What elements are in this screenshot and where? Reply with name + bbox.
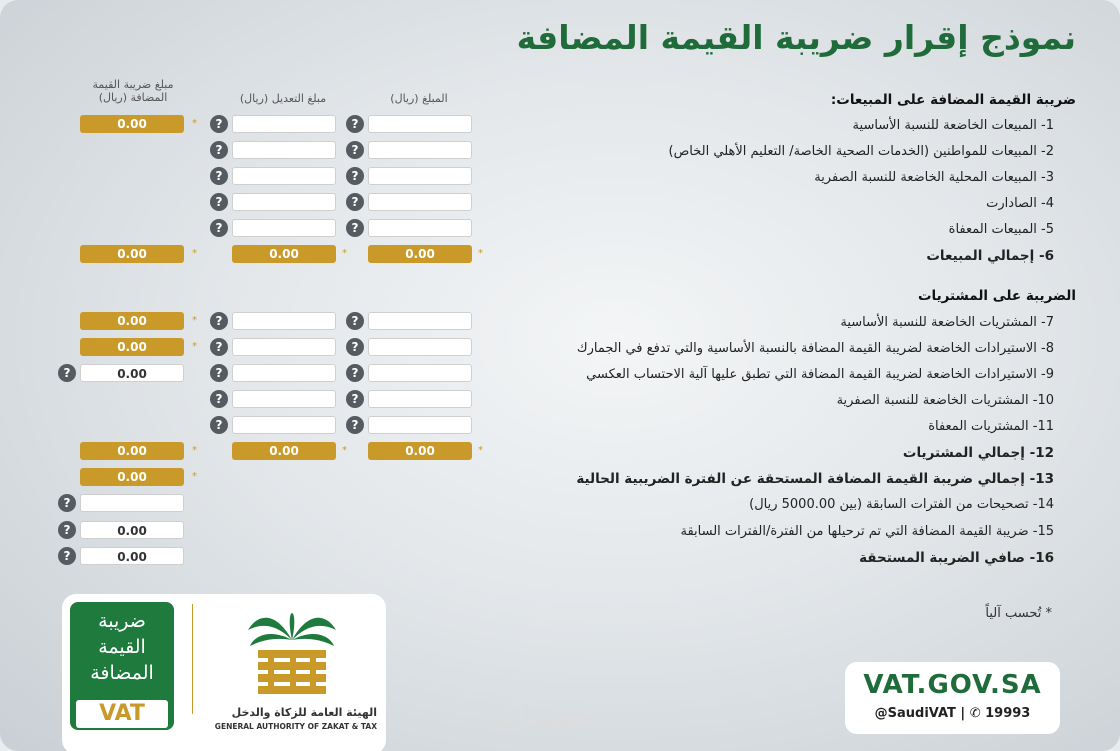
row-2-adjustment-input[interactable] xyxy=(232,141,336,159)
auto-calc-star: * xyxy=(192,445,197,456)
row-11-label: 11- المشتريات المعفاة xyxy=(928,419,1054,434)
logo-card xyxy=(62,594,386,751)
column-header-amount: المبلغ (ريال) xyxy=(390,92,448,105)
row-3-adjustment-input[interactable] xyxy=(232,167,336,185)
column-header-adjustment: مبلغ التعديل (ريال) xyxy=(239,92,327,105)
row-1-label: 1- المبيعات الخاضعة للنسبة الأساسية xyxy=(852,118,1054,133)
row-5-adjustment-input[interactable] xyxy=(232,219,336,237)
row-3-label: 3- المبيعات المحلية الخاضعة للنسبة الصفرية xyxy=(814,170,1054,185)
row-13-vat-total: 0.00 xyxy=(80,468,184,486)
help-icon[interactable]: ? xyxy=(210,390,228,408)
watermark: خمسات xyxy=(494,700,595,735)
help-icon[interactable]: ? xyxy=(210,219,228,237)
help-icon[interactable]: ? xyxy=(210,364,228,382)
row-9-label: 9- الاستيرادات الخاضعة لضريبة القيمة المضافة التي تطبق عليها آلية الاحتساب العكسي xyxy=(586,367,1054,382)
row-12-label: 12- إجمالي المشتريات xyxy=(902,445,1054,461)
help-icon[interactable]: ? xyxy=(346,416,364,434)
row-7-adjustment-input[interactable] xyxy=(232,312,336,330)
help-icon[interactable]: ? xyxy=(346,364,364,382)
contact-info: @SaudiVAT | ✆ 19993 xyxy=(874,706,1031,721)
row-1-vat-value: 0.00 xyxy=(80,115,184,133)
vat-logo-line3: المضافة xyxy=(90,662,154,684)
auto-calc-star: * xyxy=(192,118,197,129)
row-9-vat-input[interactable]: 0.00 xyxy=(80,364,184,382)
help-icon[interactable]: ? xyxy=(210,141,228,159)
row-12-amount-total: 0.00 xyxy=(368,442,472,460)
footnote: * تُحسب آلياً xyxy=(985,606,1052,621)
row-14-label: 14- تصحيحات من الفترات السابقة (بين 5000.00 ريال) xyxy=(749,497,1054,512)
row-6-adjustment-total: 0.00 xyxy=(232,245,336,263)
help-icon[interactable]: ? xyxy=(210,312,228,330)
row-12-vat-total: 0.00 xyxy=(80,442,184,460)
logo-divider xyxy=(192,604,193,714)
row-1-adjustment-input[interactable] xyxy=(232,115,336,133)
help-icon[interactable]: ? xyxy=(58,521,76,539)
auto-calc-star: * xyxy=(192,315,197,326)
help-icon[interactable]: ? xyxy=(58,547,76,565)
auto-calc-star: * xyxy=(342,445,347,456)
auto-calc-star: * xyxy=(342,248,347,259)
vat-logo-line2: القيمة xyxy=(98,636,146,658)
website-link[interactable]: VAT.GOV.SA xyxy=(863,670,1042,700)
auto-calc-star: * xyxy=(478,445,483,456)
help-icon[interactable]: ? xyxy=(58,364,76,382)
row-7-label: 7- المشتريات الخاضعة للنسبة الأساسية xyxy=(840,315,1054,330)
row-2-label: 2- المبيعات للمواطنين (الخدمات الصحية الخاصة/ التعليم الأهلي الخاص) xyxy=(668,144,1054,159)
column-header-vat-line1: مبلغ ضريبة القيمة xyxy=(92,78,174,91)
row-8-vat-value: 0.00 xyxy=(80,338,184,356)
help-icon[interactable]: ? xyxy=(346,141,364,159)
auto-calc-star: * xyxy=(192,248,197,259)
vat-logo-text: VAT xyxy=(76,700,168,728)
sales-heading: ضريبة القيمة المضافة على المبيعات: xyxy=(830,92,1076,108)
row-9-amount-input[interactable] xyxy=(368,364,472,382)
row-8-label: 8- الاستيرادات الخاضعة لضريبة القيمة المضافة بالنسبة الأساسية والتي تدفع في الجمارك xyxy=(576,341,1054,356)
row-6-vat-total: 0.00 xyxy=(80,245,184,263)
row-12-adjustment-total: 0.00 xyxy=(232,442,336,460)
authority-arabic: الهيئة العامة للزكاة والدخل xyxy=(231,706,377,719)
row-11-adjustment-input[interactable] xyxy=(232,416,336,434)
row-10-label: 10- المشتريات الخاضعة للنسبة الصفرية xyxy=(836,393,1054,408)
help-icon[interactable]: ? xyxy=(210,115,228,133)
help-icon[interactable]: ? xyxy=(210,416,228,434)
row-3-amount-input[interactable] xyxy=(368,167,472,185)
help-icon[interactable]: ? xyxy=(346,338,364,356)
row-6-label: 6- إجمالي المبيعات xyxy=(926,248,1054,264)
row-11-amount-input[interactable] xyxy=(368,416,472,434)
row-15-label: 15- ضريبة القيمة المضافة التي تم ترحيلها من الفترة/الفترات السابقة xyxy=(680,524,1054,539)
help-icon[interactable]: ? xyxy=(210,338,228,356)
purchases-heading: الضريبة على المشتريات xyxy=(917,288,1076,304)
auto-calc-star: * xyxy=(478,248,483,259)
row-15-vat-input[interactable]: 0.00 xyxy=(80,521,184,539)
help-icon[interactable]: ? xyxy=(58,494,76,512)
vat-logo-arabic xyxy=(70,608,174,686)
row-8-adjustment-input[interactable] xyxy=(232,338,336,356)
row-7-vat-value: 0.00 xyxy=(80,312,184,330)
vat-logo xyxy=(70,602,174,730)
page-title: نموذج إقرار ضريبة القيمة المضافة xyxy=(516,18,1076,57)
row-10-amount-input[interactable] xyxy=(368,390,472,408)
row-4-label: 4- الصادارت xyxy=(986,196,1054,211)
column-header-vat-line2: المضافة (ريال) xyxy=(98,91,168,104)
row-5-amount-input[interactable] xyxy=(368,219,472,237)
help-icon[interactable]: ? xyxy=(346,312,364,330)
row-5-label: 5- المبيعات المعفاة xyxy=(948,222,1054,237)
palm-emblem-icon xyxy=(244,600,340,704)
website-card xyxy=(845,662,1060,734)
row-8-amount-input[interactable] xyxy=(368,338,472,356)
help-icon[interactable]: ? xyxy=(210,167,228,185)
column-header-vat xyxy=(80,78,186,104)
row-4-adjustment-input[interactable] xyxy=(232,193,336,211)
help-icon[interactable]: ? xyxy=(346,219,364,237)
help-icon[interactable]: ? xyxy=(346,167,364,185)
vat-logo-line1: ضريبة xyxy=(98,610,146,632)
auto-calc-star: * xyxy=(192,341,197,352)
help-icon[interactable]: ? xyxy=(346,193,364,211)
help-icon[interactable]: ? xyxy=(210,193,228,211)
row-10-adjustment-input[interactable] xyxy=(232,390,336,408)
row-16-label: 16- صافي الضريبة المستحقة xyxy=(859,550,1054,566)
row-9-adjustment-input[interactable] xyxy=(232,364,336,382)
row-7-amount-input[interactable] xyxy=(368,312,472,330)
row-2-amount-input[interactable] xyxy=(368,141,472,159)
authority-english: GENERAL AUTHORITY OF ZAKAT & TAX xyxy=(214,722,377,731)
row-4-amount-input[interactable] xyxy=(368,193,472,211)
help-icon[interactable]: ? xyxy=(346,115,364,133)
row-13-label: 13- إجمالي ضريبة القيمة المضافة المستحقة عن الفترة الضريبية الحالية xyxy=(576,471,1054,487)
row-14-vat-input[interactable] xyxy=(80,494,184,512)
auto-calc-star: * xyxy=(192,471,197,482)
row-16-vat-input[interactable]: 0.00 xyxy=(80,547,184,565)
row-6-amount-total: 0.00 xyxy=(368,245,472,263)
help-icon[interactable]: ? xyxy=(346,390,364,408)
row-1-amount-input[interactable] xyxy=(368,115,472,133)
